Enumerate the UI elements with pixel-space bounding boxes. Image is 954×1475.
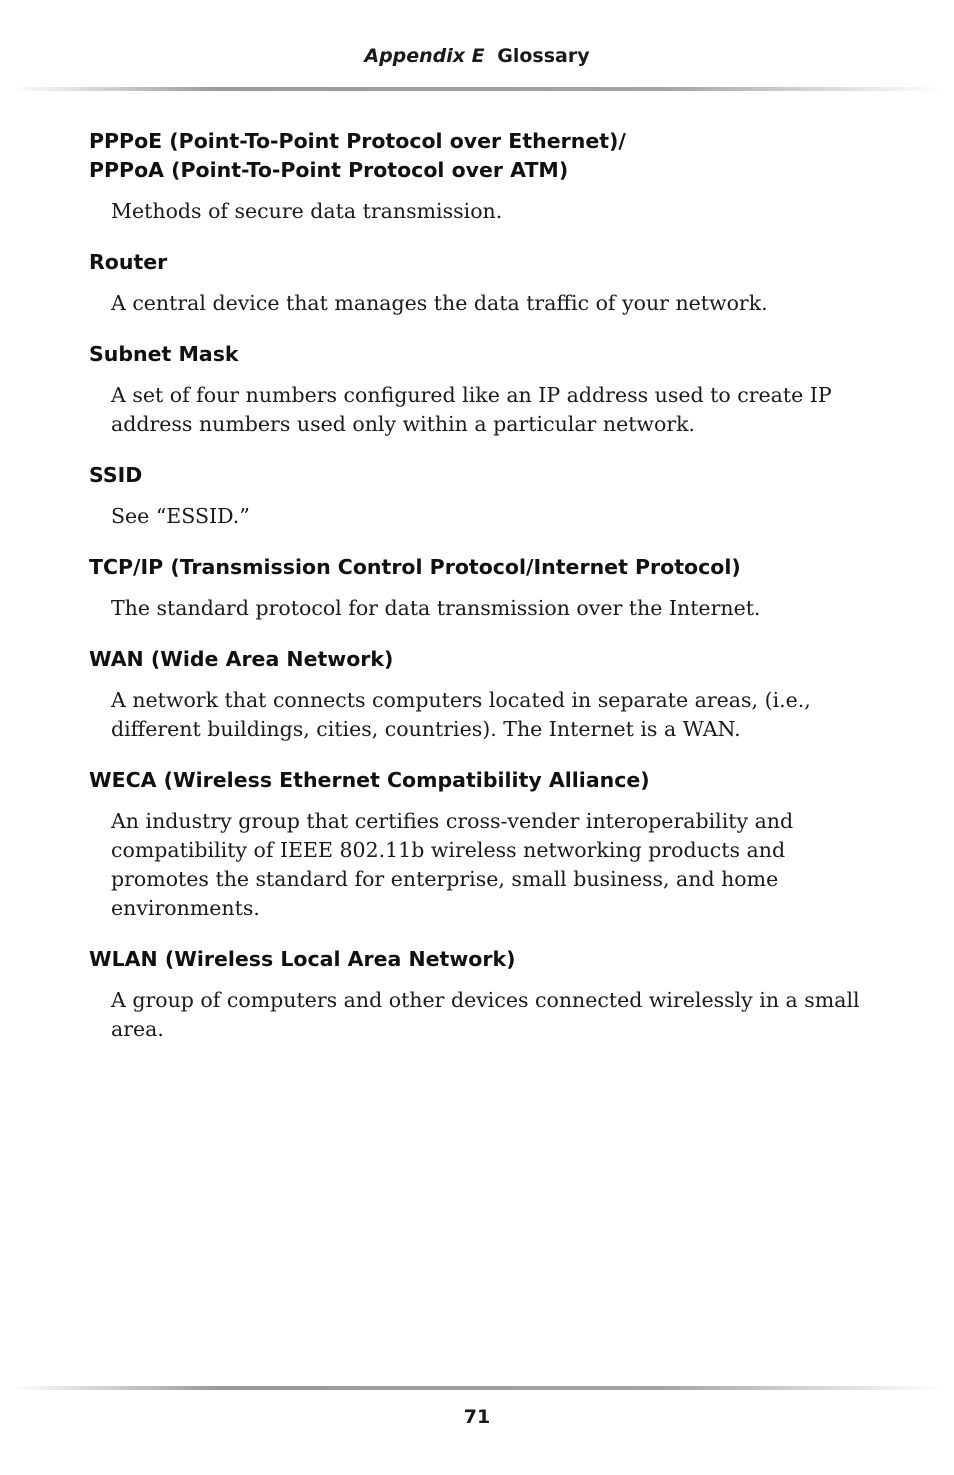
page-number: 71 [463,1406,491,1428]
glossary-term: Router [89,250,168,274]
glossary-entry [89,945,879,1044]
glossary-definition: A group of computers and other devices connected wirelessly in a small area. [111,988,860,1041]
header-divider [12,87,942,91]
glossary-term: Subnet Mask [89,342,239,366]
footer-divider [12,1386,942,1390]
glossary-term: SSID [89,463,143,487]
glossary-definition: Methods of secure data transmission. [111,199,503,223]
glossary-term: PPPoE (Point-To-Point Protocol over Ethernet)/ PPPoA (Point-To-Point Protocol over ATM) [89,129,626,182]
glossary-entry [89,340,879,439]
glossary-term: WECA (Wireless Ethernet Compatibility Alliance) [89,768,650,792]
glossary-definition: See “ESSID.” [111,504,250,528]
glossary-entry [89,461,879,531]
glossary-definition: A network that connects computers located in separate areas, (i.e., different buildings, cities, countries). The Internet is a WAN. [111,688,811,741]
glossary-definition: A set of four numbers configured like an IP address used to create IP address numbers used only within a particular network. [111,383,832,436]
glossary-list [89,127,879,1044]
glossary-term: WLAN (Wireless Local Area Network) [89,947,516,971]
glossary-definition: The standard protocol for data transmission over the Internet. [111,596,761,620]
glossary-entry [89,553,879,623]
running-header [0,45,954,67]
header-section: Glossary [497,45,590,67]
glossary-entry [89,248,879,318]
glossary-definition: A central device that manages the data traffic of your network. [111,291,768,315]
glossary-entry [89,766,879,923]
glossary-entry [89,645,879,744]
glossary-term: WAN (Wide Area Network) [89,647,394,671]
glossary-term: TCP/IP (Transmission Control Protocol/Internet Protocol) [89,555,741,579]
header-chapter: Appendix E [364,45,485,67]
glossary-definition: An industry group that certifies cross-vender interoperability and compatibility of IEEE 802.11b wireless networking products and promotes the standard for enterprise, small business, and home environments. [111,809,794,920]
glossary-entry [89,127,879,226]
